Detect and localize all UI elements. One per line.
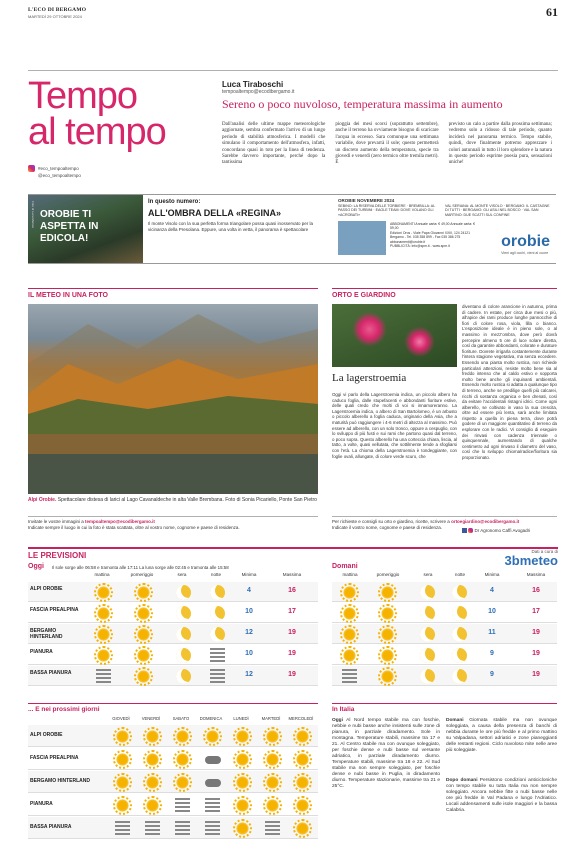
- 3bmeteo-logo: 3bmeteo: [504, 553, 558, 568]
- day-header: VENERDÌ: [141, 716, 161, 721]
- banner-headline: OROBIE TI ASPETTA IN EDICOLA!: [40, 209, 99, 244]
- max-temp: 19: [288, 629, 296, 636]
- column-header: pomeriggio: [376, 572, 400, 577]
- sun-icon: [115, 798, 130, 813]
- sun-icon: [265, 798, 280, 813]
- column-header: Massima: [526, 572, 546, 577]
- garden-section-title: ORTO E GIARDINO: [332, 292, 396, 299]
- forecast-row: [28, 666, 318, 686]
- fog-icon: [210, 669, 225, 684]
- garden-email[interactable]: ortoegiardino@ecodibergamo.it: [451, 519, 520, 524]
- meteo-credit: Dati a cura di 3bmeteo: [504, 549, 558, 568]
- mountain-landscape: [28, 304, 318, 494]
- sun-icon: [136, 585, 151, 600]
- photo-credit: Foto di Luca Merisio: [31, 201, 35, 229]
- day-header: LUNEDÌ: [233, 716, 249, 721]
- day-header: DOMENICA: [199, 716, 223, 721]
- max-temp: 19: [532, 671, 540, 678]
- sun-icon: [265, 729, 280, 744]
- garden-subtitle: La lagerstroemia: [332, 372, 407, 384]
- min-temp: 9: [490, 650, 494, 657]
- photo-section-rule: [28, 288, 318, 289]
- column-header: sera: [423, 572, 433, 577]
- cloud-icon: [205, 779, 221, 787]
- column-header: notte: [454, 572, 466, 577]
- fog-icon: [265, 821, 280, 836]
- area-label: FASCIA PREALPINA: [30, 755, 79, 761]
- italia-today: Oggi Al Nord tempo stabile ma con foschie, nebbie e nubi basse anche insistenti sulle zone di pianura, in parziale diradamento. Sole in montagna. Temperature stabili, massime tra 17 e 21. Al Centro stabile ma con ovunque soleggiato, per foschie dense e nubi basse sul versante adriatico, in parziale diradamento diurno. Temperature stabili, massime tra 18 e 22. Al Sud stabile ma non sempre soleggiato, per foschie dense e nubi basse in Puglia, in diradamento diurno. Temperature stazionarie, massime tra 21 e 25°C.: [332, 718, 440, 789]
- garden-text-col-2: diventano di colore arancione in autunno, prima di cadere. In estate, per circa due mesi o più, all'apice dei rami produce lunghe pannocchie di fiori di colore rosa, viola, lilla o bianco. L'esposizione ideale è in pieno sole, o al massimo in mezz'ombra, dove però dovrà percepire almeno 5 ore di luce solare diretta, così da garantire abbondanti, colorate e durature fioriture. Dovrete irrigarla costantemente durante l'intera stagione vegetativa, ma senza eccedere. Essendo una pianta molto rustica, non richiede particolari attenzioni, resiste molto bene sia al freddo intenso che al caldo estivo e sopporta molto bene anche gli inquinanti ambientali. Essendo molto rustica si adatta a qualunque tipo di terreno, anche se predilige quelli più calcarei, ricchi di sostanza organica e ben drenati, così da evitare l'accidentali ristagni idrici. Come ogni alberello, se coltivato in vaso la sua crescita, oltre ad essere più lenta, sarà anche limitata rispetto a quella in piena terra, dove potrà godere di un maggiore quantitativo di terreno da esplorare con le radici. Vi consiglio di eseguire dei rinvasi con cadenza triennale o quinquennale, aumentando di qualche centimetro ad ogni rinvaso il diametro del vaso, così che lo sviluppo chioma/radice/fioritura sia proporzionato.: [462, 304, 557, 461]
- day-header: MARTEDÌ: [261, 716, 281, 721]
- photo-invite-rule: [28, 516, 318, 517]
- sun-icon: [235, 729, 250, 744]
- sun-icon: [96, 585, 111, 600]
- min-temp: 12: [245, 671, 253, 678]
- moon-icon: [420, 606, 435, 621]
- article-col-1: Dall'analisi delle ultime mappe meteorologiche aggiornate, sembra confermato l'arrivo di un lungo periodo di stabilità atmosferica. I modelli che simulano il comportamento dell'atmosfera, infatti, concordano quasi in toto per la linea di tendenza. Sarebbe davvero importante, perché dopo la tantissima: [222, 122, 326, 166]
- fog-icon: [210, 648, 225, 663]
- issue-name: OROBIE NOVEMBRE 2024: [338, 198, 395, 203]
- forecast-row: [332, 624, 557, 644]
- garden-section-rule: [332, 288, 557, 289]
- orobie-banner: [28, 194, 556, 264]
- sun-icon: [145, 752, 160, 767]
- sun-icon: [235, 821, 250, 836]
- cloud-icon: [205, 756, 221, 764]
- caption-place: Alpi Orobie.: [28, 497, 57, 503]
- article-col-3: previsto un calo a partire dalla prossima settimana; vedremo solo a ridosso di tale periodo, quanto inciderà nel panorama termico. Tempo stabile, quindi, dove finalmente potremo apprezzare i colori autunnali in tutto il loro splendore e la natura in questo periodo esprime poesia pura, sensazioni uniche!: [448, 122, 552, 166]
- forecast-row: [28, 582, 318, 602]
- moon-icon: [210, 585, 225, 600]
- instagram-icon: [28, 165, 35, 172]
- area-label: PIANURA: [30, 649, 53, 655]
- fog-icon: [205, 821, 220, 836]
- day-header: GIOVEDÌ: [112, 716, 130, 721]
- sun-icon: [235, 752, 250, 767]
- today-label: Oggi: [28, 563, 44, 570]
- min-temp: 4: [490, 587, 494, 594]
- sun-icon: [380, 669, 395, 684]
- sun-icon: [96, 606, 111, 621]
- nextdays-rule: [28, 703, 318, 704]
- italia-rule: [332, 703, 557, 704]
- sun-icon: [265, 775, 280, 790]
- sun-icon: [295, 775, 310, 790]
- max-temp: 16: [288, 587, 296, 594]
- sun-icon: [96, 627, 111, 642]
- forecast-rule: [28, 547, 558, 549]
- featured-photo: [28, 304, 318, 494]
- fog-icon: [205, 798, 220, 813]
- sun-icon: [380, 585, 395, 600]
- garden-text-col-1: Oggi vi parlo della Lagerstroemia indica, un piccolo albero ha caduco foglia, dalle stupefacenti e abbondanti fioriture estive, delle quali credo che molti di voi si innamoreranno. La Lagerstroemia indica, o albero di San Bartolomeo, è un arbusto o piccolo alberello a foglia caduca, originario della Asia, che a maturità può raggiungere i 4-6 metri di altezza al massimo. Può essere ad alberello, con un solo tronco, oppure a cespuglio, con lo sviluppo di più fusti e sui rami che partono quasi dal terreno, o poco sopra. Questo alberello ha una corteccia chiara, liscia, al tatto, a volte, quasi vellutata, che sottilmente tende a sfogliarsi con l'età. La chioma della Lagerstroemia è tondeggiante, con foglie ovali, allungate, di colore verde scuro, che: [332, 392, 457, 459]
- page-number: 61: [546, 5, 558, 19]
- column-header: notte: [210, 572, 222, 577]
- forecast-row: [28, 645, 318, 665]
- column-header: sera: [177, 572, 187, 577]
- forecast-row: [332, 666, 557, 686]
- column-header: pomeriggio: [130, 572, 154, 577]
- area-label: BERGAMO HINTERLAND: [30, 628, 63, 640]
- fog-icon: [145, 821, 160, 836]
- tomorrow-forecast-table: [332, 572, 557, 690]
- magazine-cover: [338, 221, 386, 255]
- max-temp: 19: [288, 650, 296, 657]
- article-col-2: pioggia dei mesi scorsi (soprattutto settembre), anche il terreno ha ovviamente bisogno di scaricare l'acqua in eccesso. Sara comunque una settimana variabile, dove prevarrà il sole; questo permetterà un discreto aumento della temperatura, specie tra giovedì e venerdì (zero termico oltre tremila metri). È: [335, 122, 439, 166]
- author-name: Luca Tiraboschi: [222, 80, 284, 89]
- italia-title: In Italia: [332, 706, 355, 713]
- italia-tomorrow: Domani Giornata stabile ma non ovunque soleggiata, a causa della presenza di banchi di nebbia durante le ore più fredde e al primo mattino su Valpadana, settori adriatici e zone pianeggianti delle restanti regioni. Ciclo nuvoloso mite nelle aree più soleggiate.: [446, 718, 557, 753]
- banner-description: Il monte Visolo con la sua perfetta forma triangolare possa quasi inosservato per la vicinanza della Presolana. Eppure, una volta in vetta, il panorama è spettacolare: [148, 221, 314, 232]
- banner-photo: [28, 195, 143, 263]
- newspaper-name: L'ECO DI BERGAMO: [28, 7, 87, 13]
- sun-icon: [136, 669, 151, 684]
- min-temp: 10: [488, 608, 496, 615]
- forecast-row: [332, 582, 557, 602]
- lagerstroemia-photo: [332, 304, 457, 367]
- column-header: Massima: [282, 572, 302, 577]
- max-temp: 19: [288, 671, 296, 678]
- sun-icon: [115, 729, 130, 744]
- moon-icon: [452, 585, 467, 600]
- sun-icon: [145, 729, 160, 744]
- author-email[interactable]: tempoaltempo@ecodibergamo.it: [222, 89, 295, 95]
- max-temp: 17: [532, 608, 540, 615]
- area-label: ALPI OROBIE: [30, 732, 63, 738]
- today-forecast-table: [28, 572, 318, 690]
- min-temp: 9: [490, 671, 494, 678]
- sun-icon: [235, 775, 250, 790]
- sun-icon: [380, 606, 395, 621]
- moon-icon: [420, 669, 435, 684]
- moon-icon: [176, 627, 191, 642]
- garden-invite-rule: [332, 516, 557, 517]
- column-header: mattina: [342, 572, 358, 577]
- area-label: BASSA PIANURA: [30, 824, 72, 830]
- photo-invite: Invitate le vostre immagini a tempoaltempo@ecodibergamo.it Indicate sempre il luogo in cui la foto è stata scattata, oltre al vostro nome, cognome e paese di residenza.: [28, 519, 240, 530]
- day-header: SABATO: [172, 716, 190, 721]
- area-label: FASCIA PREALPINA: [30, 607, 79, 613]
- photo-caption: Alpi Orobie. Spettacolare distesa di larici al Lago Cavanaldeche in alta Valle Brembana. Foto di Sonia Picariello, Ponte San Pietro: [28, 497, 317, 503]
- sun-icon: [342, 606, 357, 621]
- column-title: Tempo al tempo: [28, 75, 166, 153]
- sun-icon: [115, 752, 130, 767]
- photo-email[interactable]: tempoaltempo@ecodibergamo.it: [85, 519, 155, 524]
- sun-icon: [115, 775, 130, 790]
- sun-icon: [380, 648, 395, 663]
- sun-icon: [136, 627, 151, 642]
- forecast-row: [332, 645, 557, 665]
- moon-icon: [176, 585, 191, 600]
- moon-icon: [452, 627, 467, 642]
- area-label: BASSA PIANURA: [30, 670, 72, 676]
- sun-icon: [136, 606, 151, 621]
- sun-icon: [136, 648, 151, 663]
- sun-icon: [295, 798, 310, 813]
- masthead: [28, 5, 558, 21]
- sun-icon: [205, 729, 220, 744]
- moon-icon: [452, 669, 467, 684]
- forecast-title: LE PREVISIONI: [28, 551, 87, 560]
- sun-icon: [342, 648, 357, 663]
- social-handle[interactable]: @eco_tempoaltempo: [38, 173, 81, 178]
- moon-icon: [176, 669, 191, 684]
- tomorrow-label: Domani: [332, 563, 358, 570]
- min-temp: 12: [245, 629, 253, 636]
- garden-invite: Per richieste e consigli su orto e giardino, ricette, scrivere a ortoegiardino@ecodibergamo.it Indicate il vostro nome, cognome e paese di residenza.: [332, 519, 520, 530]
- moon-icon: [452, 648, 467, 663]
- subscription-info: ABBONAMENTI Annuale carta: € 49,00 Annuale carta: € 59,00 Edizioni Oros - Viale Papa Giovanni XXIII, 124 24121 Bergamo - Tel. 035 358 899 - Fax 035 386 275 abbonamenti@orobie.it PUBBLICITÀ: info@spm.it - www.spm.it: [390, 222, 476, 249]
- sun-icon: [145, 775, 160, 790]
- fog-icon: [115, 821, 130, 836]
- sun-icon: [175, 729, 190, 744]
- banner-issue-info: [338, 199, 556, 217]
- nextdays-title: ... E nei prossimi giorni: [28, 706, 100, 713]
- top-rule: [28, 70, 558, 71]
- photo-section-title: IL METEO IN UNA FOTO: [28, 292, 108, 299]
- forecast-row: [28, 603, 318, 623]
- social-links: [28, 165, 148, 179]
- fog-icon: [96, 669, 111, 684]
- moon-icon: [210, 606, 225, 621]
- social-instagram[interactable]: #eco_tempoaltempo: [38, 166, 79, 171]
- column-header: Minima: [241, 572, 257, 577]
- banner-heading: ALL'OMBRA DELLA «REGINA»: [148, 208, 281, 218]
- moon-icon: [176, 648, 191, 663]
- fog-icon: [175, 821, 190, 836]
- min-temp: 4: [247, 587, 251, 594]
- orobie-logo: orobie Vieni agli occhi, vieni al cuore: [501, 233, 550, 255]
- fog-icon: [175, 798, 190, 813]
- min-temp: 11: [488, 629, 496, 636]
- nextdays-table: [28, 716, 318, 840]
- moon-icon: [420, 648, 435, 663]
- fog-icon: [342, 669, 357, 684]
- sun-icon: [145, 798, 160, 813]
- column-header: Minima: [484, 572, 500, 577]
- moon-icon: [176, 606, 191, 621]
- issue-date: MARTEDÌ 29 OTTOBRE 2024: [28, 14, 82, 19]
- article-headline: Sereno o poco nuvoloso, temperatura massima in aumento: [222, 97, 503, 111]
- moon-icon: [420, 585, 435, 600]
- issue-items-2: VAL SERIANA: AL MONTE VISOLO · BERGAMO: IL CASTAGNE DI TUTTI · BERGAMO: GLI ASILI NEL BOSCO · VAL SAN MARTINO: DUE SCATTI SUL CONFINE: [445, 203, 550, 217]
- area-label: BERGAMO HINTERLAND: [30, 778, 90, 784]
- column-header: mattina: [94, 572, 110, 577]
- sun-icon: [295, 821, 310, 836]
- forecast-row: [332, 603, 557, 623]
- banner-issue-feature: [148, 199, 328, 232]
- day-header: MERCOLEDÌ: [288, 716, 314, 721]
- area-label: ALPI OROBIE: [30, 586, 63, 592]
- issue-items: SEBINO: LA RISERVA DELLE TORBIERE · BREMBILLA: AL PASSO DEI TURBINI · EAGLE TEAM: DOVE VOLANO GLI «ACROBATI»: [338, 203, 436, 217]
- max-temp: 16: [532, 587, 540, 594]
- sun-moon-times: Il sole sorge alle 06:58 e tramonta alle 17:11 La luna sorge alle 02:45 e tramonta alle 15:58: [52, 565, 229, 570]
- banner-kicker: In questo numero:: [148, 199, 201, 205]
- sun-icon: [96, 648, 111, 663]
- sun-icon: [342, 627, 357, 642]
- max-temp: 19: [532, 650, 540, 657]
- moon-icon: [452, 606, 467, 621]
- moon-icon: [210, 627, 225, 642]
- sun-icon: [265, 752, 280, 767]
- min-temp: 10: [245, 650, 253, 657]
- area-label: PIANURA: [30, 801, 53, 807]
- max-temp: 17: [288, 608, 296, 615]
- sun-icon: [380, 627, 395, 642]
- italia-after-tomorrow: Dopo domani Persistono condizioni anticicloniche con tempo stabile su tutta Italia ma non sempre soleggiato. Ancora nebbie fitte o nubi basse nelle ore più fredde in Val Padana e lungo l'Adriatico. Locali addensamenti sulle isole maggiori e la bassa Calabria.: [446, 778, 557, 813]
- sun-icon: [175, 775, 190, 790]
- garden-signature: Dr Agronomo Caffi Avogadri: [462, 528, 530, 533]
- min-temp: 10: [245, 608, 253, 615]
- sun-icon: [175, 752, 190, 767]
- sun-icon: [342, 585, 357, 600]
- max-temp: 19: [532, 629, 540, 636]
- moon-icon: [420, 627, 435, 642]
- sun-icon: [295, 729, 310, 744]
- article-body: [222, 122, 552, 167]
- sun-icon: [235, 798, 250, 813]
- sun-icon: [295, 752, 310, 767]
